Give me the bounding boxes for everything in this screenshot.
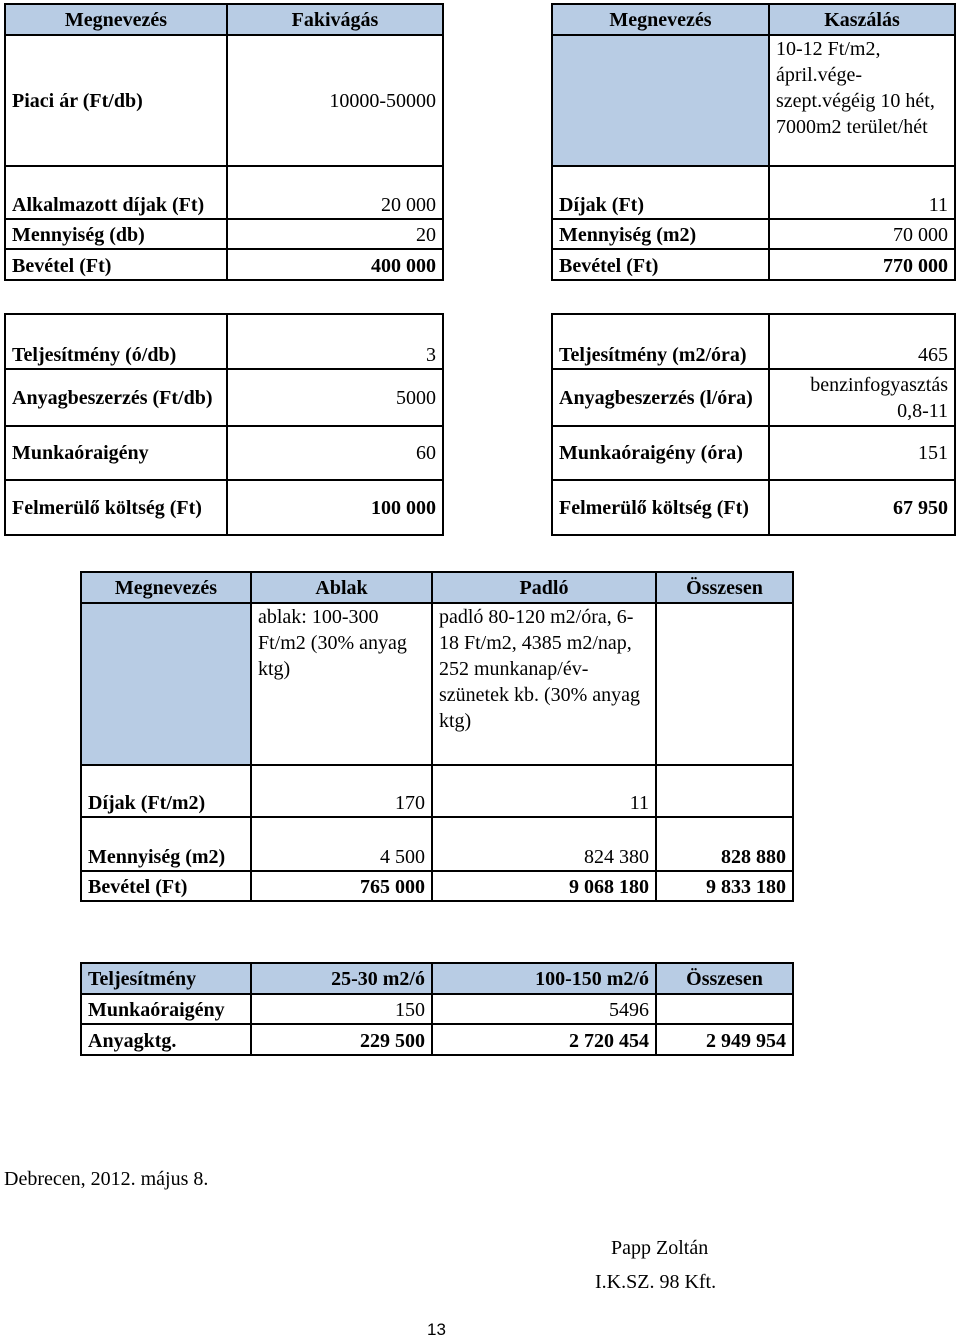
row-label: Mennyiség (m2) — [552, 219, 769, 249]
table-fakivagas-teljesitmeny — [4, 313, 444, 536]
table-ablak-padlo — [80, 571, 794, 902]
row-value: benzinfogyasztás 0,8-11 — [769, 369, 955, 426]
row-label — [552, 35, 769, 166]
header-kaszalas: Kaszálás — [769, 4, 955, 35]
row-a: 229 500 — [251, 1024, 432, 1055]
row-label: Felmerülő költség (Ft) — [552, 480, 769, 535]
row-total — [656, 994, 793, 1024]
row-label: Mennyiség (db) — [5, 219, 227, 249]
row-value: 60 — [227, 426, 443, 480]
row-label: Munkaóraigény (óra) — [552, 426, 769, 480]
row-label: Bevétel (Ft) — [5, 249, 227, 280]
row-label: Anyagktg. — [81, 1024, 251, 1055]
row-padlo: 11 — [432, 765, 656, 817]
kaszalas-description: 10-12 Ft/m2, ápril.vége-szept.végéig 10 hét, 7000m2 terület/hét — [769, 35, 955, 166]
row-b: 5496 — [432, 994, 656, 1024]
row-value: 10000-50000 — [227, 35, 443, 166]
header-ablak: Ablak — [251, 572, 432, 603]
signer-company: I.K.SZ. 98 Kft. — [595, 1271, 717, 1293]
row-ablak: 4 500 — [251, 817, 432, 871]
row-label: Piaci ár (Ft/db) — [5, 35, 227, 166]
row-label: Teljesítmény (ó/db) — [5, 314, 227, 369]
row-value: 20 000 — [227, 166, 443, 219]
row-total: 9 833 180 — [656, 871, 793, 901]
row-total — [656, 765, 793, 817]
page-number: 13 — [427, 1320, 446, 1339]
row-total: 828 880 — [656, 817, 793, 871]
table-teljesitmeny — [80, 962, 794, 1056]
row-value: 67 950 — [769, 480, 955, 535]
row-label: Anyagbeszerzés (Ft/db) — [5, 369, 227, 426]
header-col-b: 100-150 m2/ó — [432, 963, 656, 994]
padlo-description: padló 80-120 m2/óra, 6-18 Ft/m2, 4385 m2/nap, 252 munkanap/év-szünetek kb. (30% anyag ktg) — [432, 603, 656, 765]
row-label: Bevétel (Ft) — [81, 871, 251, 901]
row-label: Felmerülő költség (Ft) — [5, 480, 227, 535]
row-label: Teljesítmény (m2/óra) — [552, 314, 769, 369]
header-total: Összesen — [656, 572, 793, 603]
row-padlo: 9 068 180 — [432, 871, 656, 901]
table-fakivagas — [4, 3, 444, 281]
place-date: Debrecen, 2012. május 8. — [4, 1168, 209, 1190]
row-padlo: 824 380 — [432, 817, 656, 871]
header-col-a: 25-30 m2/ó — [251, 963, 432, 994]
ablak-description: ablak: 100-300 Ft/m2 (30% anyag ktg) — [251, 603, 432, 765]
row-value: 70 000 — [769, 219, 955, 249]
row-label: Díjak (Ft) — [552, 166, 769, 219]
row-value: 5000 — [227, 369, 443, 426]
row-value: 151 — [769, 426, 955, 480]
row-label: Munkaóraigény — [81, 994, 251, 1024]
row-value: 100 000 — [227, 480, 443, 535]
desc-label-cell — [81, 603, 251, 765]
row-label: Mennyiség (m2) — [81, 817, 251, 871]
header-name: Megnevezés — [552, 4, 769, 35]
row-label: Alkalmazott díjak (Ft) — [5, 166, 227, 219]
row-b: 2 720 454 — [432, 1024, 656, 1055]
row-label: Díjak (Ft/m2) — [81, 765, 251, 817]
header-name: Megnevezés — [81, 572, 251, 603]
header-name: Megnevezés — [5, 4, 227, 35]
signer-name: Papp Zoltán — [611, 1237, 709, 1259]
row-value: 20 — [227, 219, 443, 249]
row-label: Munkaóraigény — [5, 426, 227, 480]
header-fakivagas: Fakivágás — [227, 4, 443, 35]
row-value: 400 000 — [227, 249, 443, 280]
row-value: 11 — [769, 166, 955, 219]
row-label: Anyagbeszerzés (l/óra) — [552, 369, 769, 426]
desc-total-cell — [656, 603, 793, 765]
header-total: Összesen — [656, 963, 793, 994]
row-a: 150 — [251, 994, 432, 1024]
row-value: 770 000 — [769, 249, 955, 280]
row-ablak: 170 — [251, 765, 432, 817]
header-padlo: Padló — [432, 572, 656, 603]
row-value: 3 — [227, 314, 443, 369]
table-kaszalas — [551, 3, 956, 281]
row-ablak: 765 000 — [251, 871, 432, 901]
header-teljesitmeny: Teljesítmény — [81, 963, 251, 994]
row-label: Bevétel (Ft) — [552, 249, 769, 280]
table-kaszalas-teljesitmeny — [551, 313, 956, 536]
row-total: 2 949 954 — [656, 1024, 793, 1055]
row-value: 465 — [769, 314, 955, 369]
